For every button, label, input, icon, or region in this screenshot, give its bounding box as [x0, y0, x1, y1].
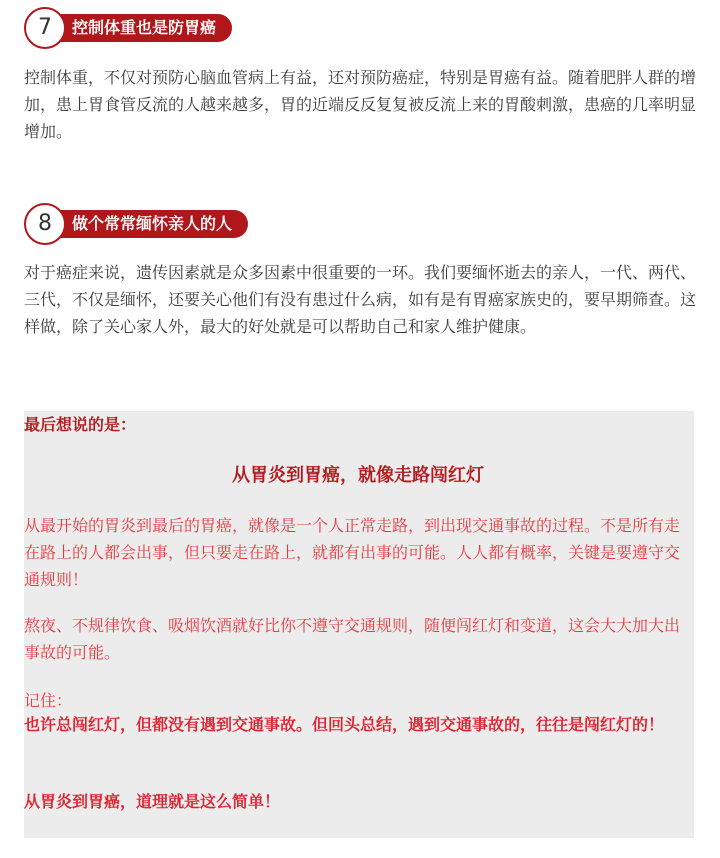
- section-7-header: [24, 7, 256, 49]
- section-7-title: 控制体重也是防胃癌: [46, 14, 232, 42]
- section-7-number-badge: 7: [24, 7, 66, 49]
- section-7-body: 控制体重，不仅对预防心脑血管病上有益，还对预防癌症，特别是胃癌有益。随着肥胖人群的增加，患上胃食管反流的人越来越多，胃的近端反反复复被反流上来的胃酸刺激，患癌的几率明显增加。: [24, 68, 697, 141]
- section-8-header: [24, 203, 272, 245]
- section-8-title: 做个常常缅怀亲人的人: [46, 210, 248, 238]
- remember-label: 记住：: [24, 691, 73, 710]
- section-8-number-badge: 8: [24, 203, 66, 245]
- final-note-paragraph-1: 从最开始的胃炎到最后的胃癌，就像是一个人正常走路，到出现交通事故的过程。不是所有走在路上的人都会出事，但只要走在路上，就都有出事的可能。人人都有概率，关键是要遵守交通规则！: [24, 516, 681, 589]
- final-note-paragraph-2: 熬夜、不规律饮食、吸烟饮酒就好比你不遵守交通规则，随便闯红灯和变道，这会大大加大出事故的可能。: [24, 616, 681, 662]
- section-8-body: 对于癌症来说，遗传因素就是众多因素中很重要的一环。我们要缅怀逝去的亲人，一代、两代、三代，不仅是缅怀，还要关心他们有没有患过什么病，如有是有胃癌家族史的，要早期筛查。这样做，除了关心家人外，最大的好处就是可以帮助自己和家人维护健康。: [24, 263, 697, 336]
- closing-statement: 从胃炎到胃癌，道理就是这么简单！: [24, 792, 281, 811]
- final-note-box: [24, 411, 694, 838]
- final-note-label: 最后想说的是：: [24, 415, 137, 434]
- remember-text: 也许总闯红灯，但都没有遇到交通事故。但回头总结，遇到交通事故的，往往是闯红灯的！: [24, 715, 665, 734]
- final-note-heading: 从胃炎到胃癌，就像走路闯红灯: [232, 465, 484, 486]
